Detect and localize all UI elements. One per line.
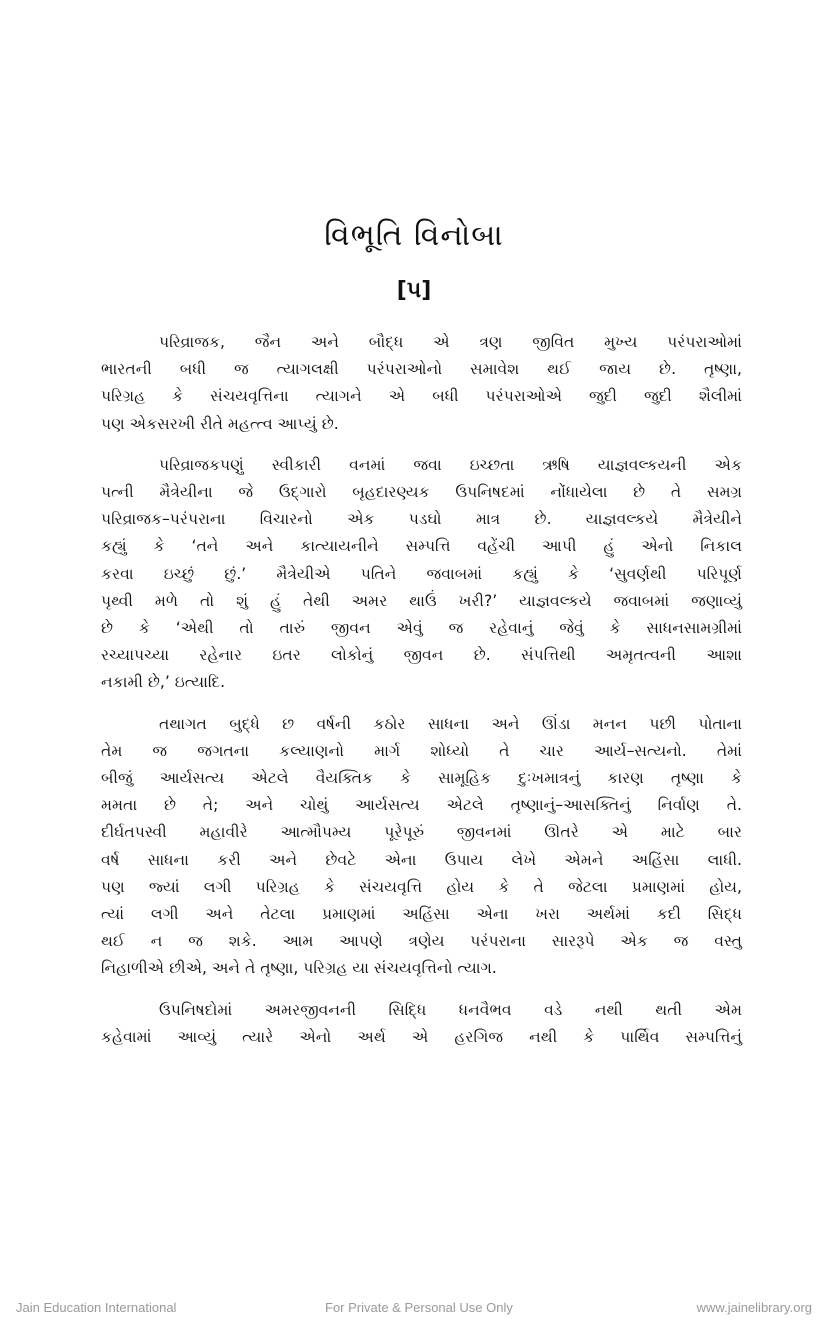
text-line: પણ જ્યાં લગી પરિગ્રહ કે સંચયવૃત્તિ હોય કે તે જેટલા પ્રમાણમાં હોય, xyxy=(101,877,742,896)
text-line: પૃથ્વી મળે તો શું હું તેથી અમર થાઉં ખરી?’ યાજ્ઞવલ્કયે જવાબમાં જણાવ્યું xyxy=(101,591,742,610)
text-line: કરવા ઇચ્છું છું.’ મૈત્રેયીએ પતિને જવાબમાં કહ્યું કે ‘સુવર્ણથી પરિપૂર્ણ xyxy=(101,564,742,583)
footer-website-link[interactable]: www.jainelibrary.org xyxy=(696,1300,812,1315)
text-line: વર્ષ સાધના કરી અને છેવટે એના ઉપાય લેખે એમને અહિંસા લાધી. xyxy=(101,850,742,869)
text-line: પરિવ્રાજકપણું સ્વીકારી વનમાં જવા ઇચ્છતા ઋષિ યાજ્ઞવલ્કયની એક xyxy=(159,455,742,474)
text-line: નકામી છે,’ ઇત્યાદિ. xyxy=(101,673,226,692)
page-title: વિભૂતિ વિનોબા xyxy=(324,218,504,253)
chapter-number: [૫] xyxy=(396,278,432,303)
text-line: પણ એકસરખી રીતે મહત્ત્વ આપ્યું છે. xyxy=(101,414,339,433)
text-line: ત્યાં લગી અને તેટલા પ્રમાણમાં અહિંસા એના ખરા અર્થમાં કદી સિદ્ધ xyxy=(101,905,742,924)
paragraph-2 xyxy=(101,452,742,697)
text-line: તેમ જ જગતના કલ્યાણનો માર્ગ શોધ્યો તે ચાર આર્ય–સત્યનો. તેમાં xyxy=(101,741,742,760)
text-line: તથાગત બુદ્ધે છ વર્ષની કઠોર સાધના અને ઊંડા મનન પછી પોતાના xyxy=(159,714,742,733)
text-line: પરિવ્રાજક, જૈન અને બૌદ્ધ એ ત્રણ જીવિત મુખ્ય પરંપરાઓમાં xyxy=(159,333,742,351)
text-line: પત્ની મૈત્રેયીના જે ઉદ્ગારો બૃહદારણ્યક ઉપનિષદમાં નોંધાયેલા છે તે સમગ્ર xyxy=(101,483,742,502)
text-line: બીજું આર્યસત્ય એટલે વૈયક્તિક કે સામૂહિક દુઃખમાત્રનું કારણ તૃષ્ણા કે xyxy=(101,769,742,788)
page-footer xyxy=(0,1300,828,1316)
body-text xyxy=(101,329,742,1051)
text-line: મમતા છે તે; અને ચોથું આર્યસત્ય એટલે તૃષ્ણાનું–આસક્તિનું નિર્વાણ તે. xyxy=(101,796,742,815)
text-line: છે કે ‘એથી તો તારું જીવન એવું જ રહેવાનું જેવું કે સાધનસામગ્રીમાં xyxy=(101,619,742,638)
text-line: રચ્યાપચ્યા રહેનાર ઇતર લોકોનું જીવન છે. સંપત્તિથી અમૃતત્વની આશા xyxy=(101,646,742,665)
text-line: ભારતની બધી જ ત્યાગલક્ષી પરંપરાઓનો સમાવેશ થઈ જાય છે. તૃષ્ણા, xyxy=(101,360,742,379)
paragraph-1 xyxy=(101,329,742,438)
paragraph-4 xyxy=(101,997,742,1051)
text-line: નિહાળીએ છીએ, અને તે તૃષ્ણા, પરિગ્રહ યા સંચયવૃત્તિનો ત્યાગ. xyxy=(101,959,497,978)
text-line: થઈ ન જ શકે. આમ આપણે ત્રણેય પરંપરાના સારરૂપે એક જ વસ્તુ xyxy=(101,932,742,951)
footer-publisher: Jain Education International xyxy=(16,1300,177,1315)
text-line: દીર્ઘતપસ્વી મહાવીરે આત્મૌપમ્ય પૂરેપૂરું જીવનમાં ઊતરે એ માટે બાર xyxy=(101,823,742,842)
footer-usage-notice: For Private & Personal Use Only xyxy=(325,1300,513,1315)
text-line: પરિગ્રહ કે સંચયવૃત્તિના ત્યાગને એ બધી પરંપરાઓએ જુદી જુદી શૈલીમાં xyxy=(101,387,742,406)
text-line: ઉપનિષદોમાં અમરજીવનની સિદ્ધિ ધનવૈભવ વડે નથી થતી એમ xyxy=(159,1000,742,1019)
text-line: પરિવ્રાજક–પરંપરાના વિચારનો એક પડઘો માત્ર છે. યાજ્ઞવલ્કયે મૈત્રેયીને xyxy=(101,510,742,529)
paragraph-3 xyxy=(101,711,742,983)
text-line: કહેવામાં આવ્યું ત્યારે એનો અર્થ એ હરગિજ નથી કે પાર્થિવ સમ્પત્તિનું xyxy=(101,1027,742,1046)
text-line: કહ્યું કે ‘તને અને કાત્યાયનીને સમ્પત્તિ વહેંચી આપી હું એનો નિકાલ xyxy=(101,537,742,556)
